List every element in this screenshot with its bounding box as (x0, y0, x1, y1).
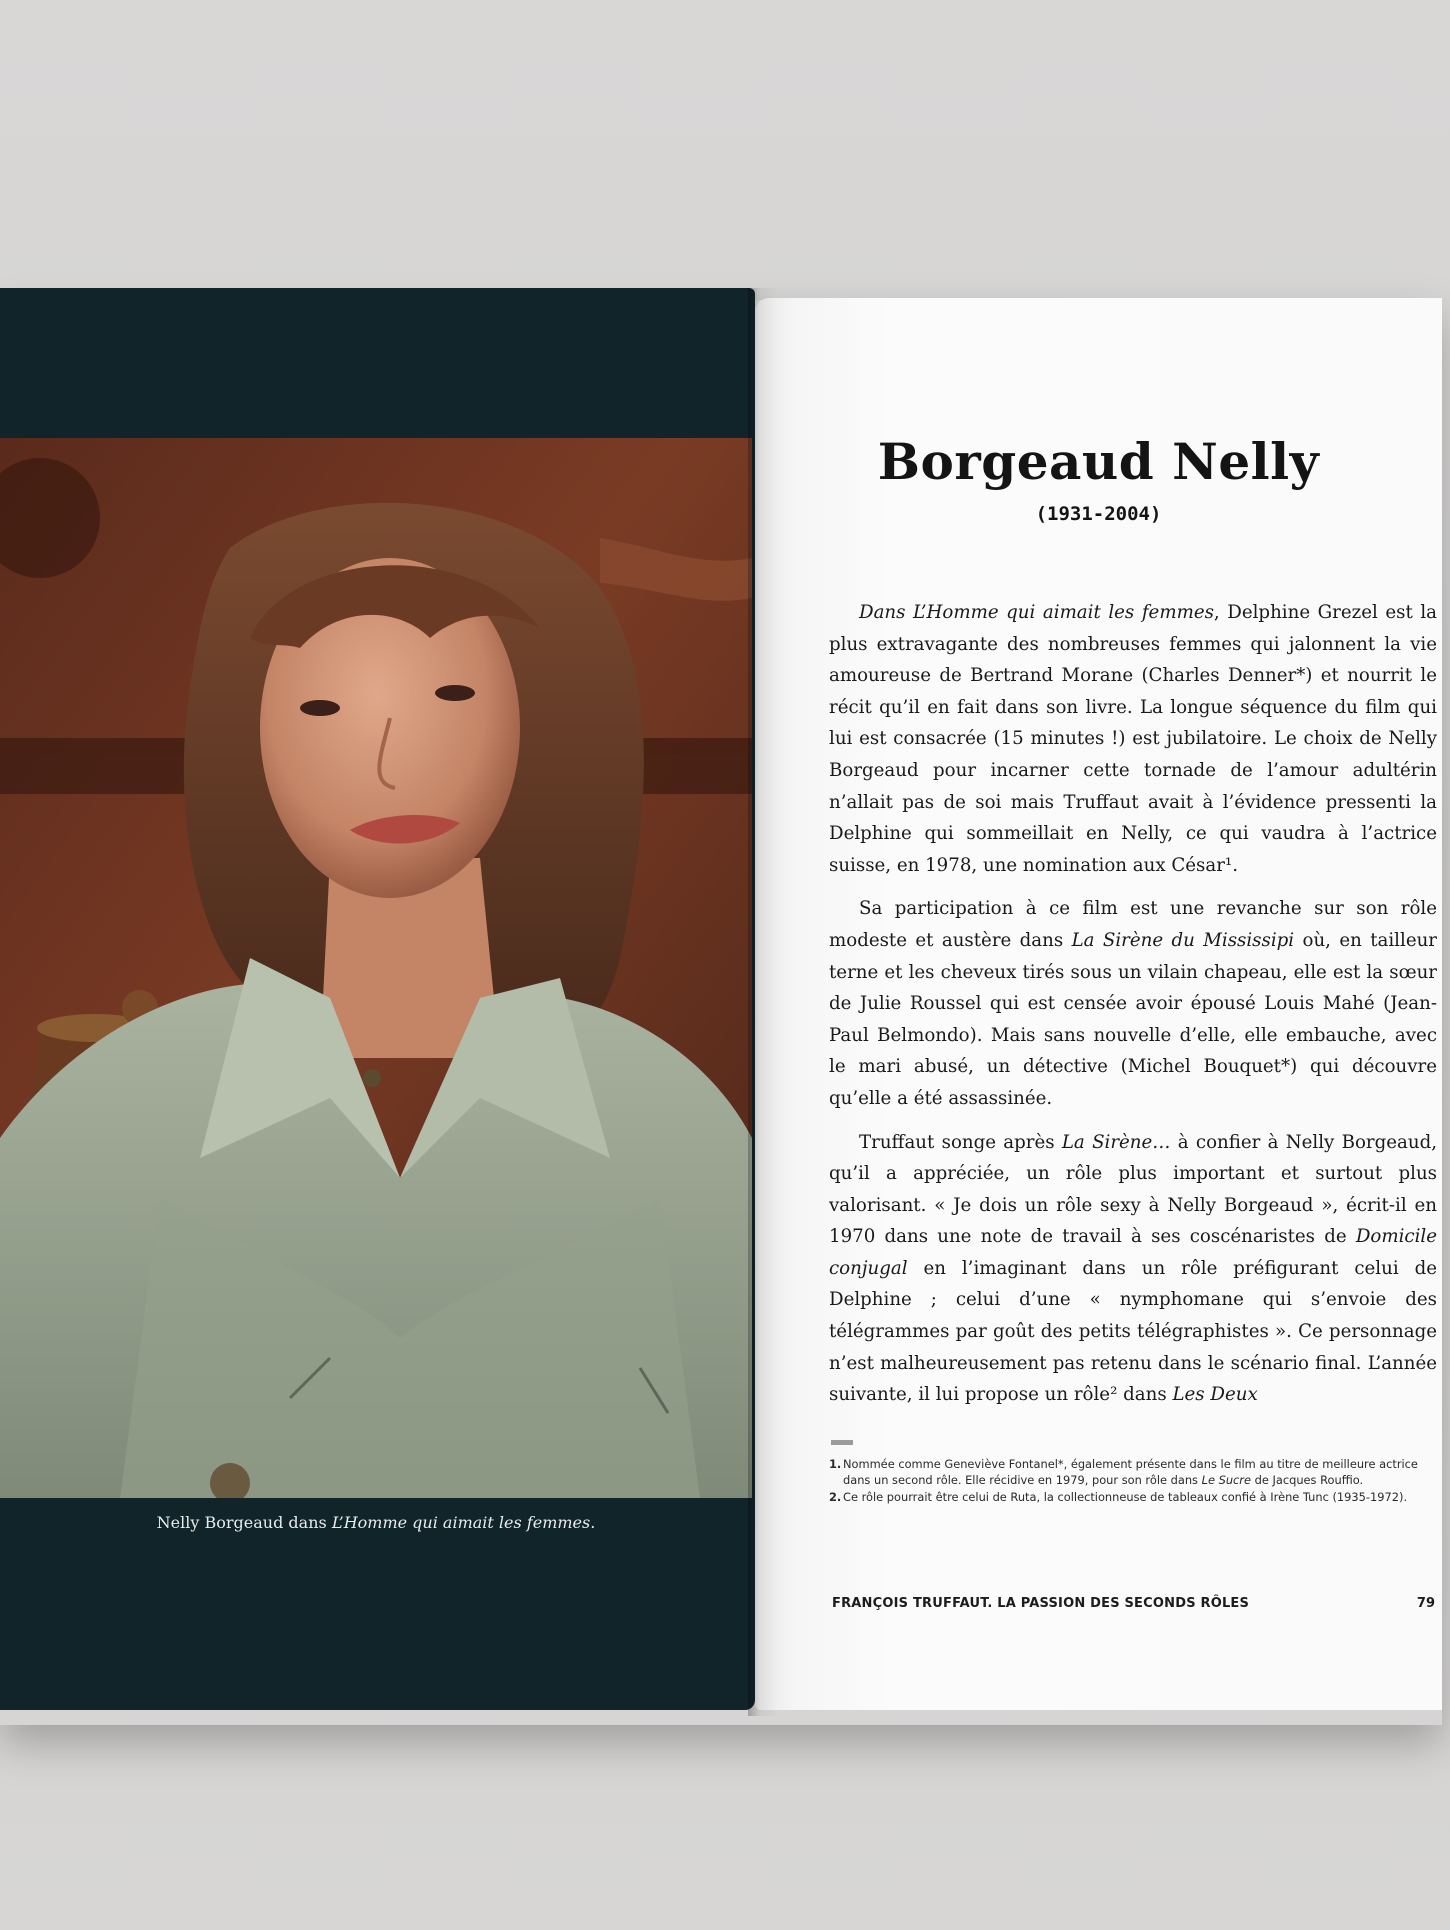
body-text-run: , Delphine Grezel est la plus extravagante des nombreuses femmes qui jalonnent la vie amoureuse de Bertrand Morane (Charles Denner*) et nourrit le récit qu’il en fait dans son livre. La longue séquence du film qui lui est consacrée (15 minutes !) est jubilatoire. Le choix de Nelly Borgeaud pour incarner cette tornade de l’amour adultérin n’allait pas de soi mais Truffaut avait à l’évidence pressenti la Delphine qui sommeillait en Nelly, ce qui vaudra à l’actrice suisse, en 1978, une nomination aux César¹. (829, 602, 1437, 876)
body-text-run: La Sirène du Mississipi (1071, 929, 1295, 951)
body-text-run: Dans L’Homme qui aimait les femmes (859, 602, 1214, 623)
running-footer-title: FRANÇOIS TRUFFAUT. LA PASSION DES SECONDS RÔLES (832, 1596, 1250, 1611)
footnote-text-run: Nommée comme Geneviève Fontanel*, également présente dans le film au titre de meilleure actrice dans un second rôle. Elle récidive en 1979, pour son rôle dans (843, 1457, 1418, 1487)
body-text-run: à confier à Nelly Borgeaud, qu’il a appréciée, un rôle plus important et surtout plus valorisant. « Je dois un rôle sexy à Nelly Borgeaud », écrit-il en 1970 dans une note de travail à ses coscénaristes de (829, 1131, 1437, 1248)
article-title: Borgeaud Nelly (877, 432, 1320, 491)
body-text-run: où, en tailleur terne et les cheveux tirés sous un vilain chapeau, elle est la sœur de Julie Roussel qui est censée avoir épousé Louis Mahé (Jean-Paul Belmondo). Mais sans nouvelle d’elle, elle embauche, avec le mari abusé, un détective (Michel Bouquet*) qui découvre qu’elle a été assassinée. (829, 929, 1437, 1109)
photo-caption (0, 1513, 752, 1532)
photo-caption-film-title: L’Homme qui aimait les femmes (331, 1513, 591, 1532)
article-dates: (1931-2004) (1035, 503, 1162, 525)
body-text-run: Domicile conjugal (829, 1226, 1437, 1279)
footnote (829, 1457, 1437, 1488)
body-paragraph (829, 1127, 1437, 1411)
footnote-text-run: de Jacques Rouffio. (1251, 1472, 1364, 1487)
footnote-text (843, 1490, 1407, 1506)
body-text-run: en l’imaginant dans un rôle préfigurant celui de Delphine ; celui d’une « nymphomane qui s’envoie des télégrammes par goût des petits télégraphistes ». Ce personnage n’est malheureusement pas retenu dans le scénario final. L’année suivante, il lui propose un rôle² dans (829, 1257, 1437, 1406)
footnote-number: 1. (829, 1457, 842, 1471)
footnote (829, 1490, 1437, 1506)
footnote-text-run: Ce rôle pourrait être celui de Ruta, la collectionneuse de tableaux confié à Irène Tunc (1935-1972). (843, 1490, 1408, 1504)
body-paragraph (829, 597, 1437, 881)
photo-caption-part: . (590, 1513, 596, 1532)
footnote-number: 2. (829, 1490, 842, 1504)
body-text-run: La Sirène… (1061, 1131, 1171, 1153)
page-number: 79 (1416, 1596, 1435, 1611)
body-text-run: Les Deux (1172, 1384, 1258, 1406)
footnote-text-run: Le Sucre (1201, 1472, 1252, 1487)
footnotes (829, 1457, 1437, 1508)
body-paragraph (829, 893, 1437, 1114)
film-still-photo (0, 438, 752, 1498)
body-text-run: Truffaut songe après (859, 1131, 1062, 1153)
photo-caption-part: Nelly Borgeaud dans (156, 1513, 332, 1532)
footnote-text (843, 1457, 1437, 1488)
article-body (829, 597, 1437, 1423)
footnote-divider (831, 1440, 853, 1445)
body-text-run: Sa participation à ce film est une revanche sur son rôle modeste et austère dans (829, 898, 1437, 951)
